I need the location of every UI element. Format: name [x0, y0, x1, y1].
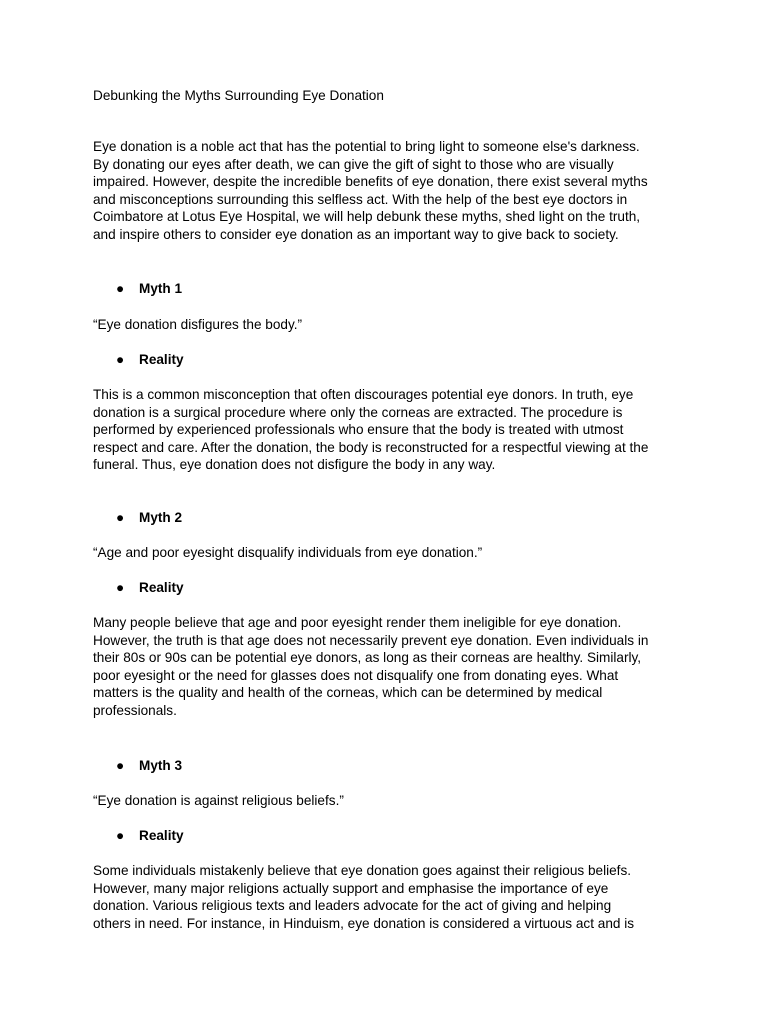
intro-line: and inspire others to consider eye donation as an important way to give back to society. — [93, 226, 619, 242]
myth-2-quote: “Age and poor eyesight disqualify individuals from eye donation.” — [93, 545, 483, 560]
reality-line: Some individuals mistakenly believe that eye donation goes against their religious beliefs. — [93, 863, 632, 878]
bullet-icon: ● — [116, 828, 125, 843]
reality-line: others in need. For instance, in Hinduism, eye donation is considered a virtuous act and is — [93, 915, 635, 931]
myth-1-label: Myth 1 — [139, 281, 183, 296]
reality-1-paragraph — [93, 386, 693, 474]
reality-3-label: Reality — [139, 828, 184, 843]
reality-line: professionals. — [93, 702, 177, 718]
reality-2-bullet — [116, 579, 184, 596]
myth-3-label: Myth 3 — [139, 758, 183, 773]
bullet-icon: ● — [116, 758, 125, 773]
myth-2-bullet — [116, 509, 182, 526]
myth-1-quote: “Eye donation disfigures the body.” — [93, 317, 303, 332]
reality-line: respect and care. After the donation, the body is reconstructed for a respectful viewing at the — [93, 439, 649, 455]
reality-line: matters is the quality and health of the corneas, which can be determined by medical — [93, 685, 603, 701]
intro-paragraph — [93, 138, 693, 244]
reality-line: donation is a surgical procedure where only the corneas are extracted. The procedure is — [93, 404, 623, 420]
reality-line: poor eyesight or the need for glasses does not disqualify one from donating eyes. What — [93, 667, 619, 683]
bullet-icon: ● — [116, 352, 125, 367]
reality-1-label: Reality — [139, 352, 184, 367]
reality-1-bullet — [116, 351, 184, 368]
myth-1-bullet — [116, 280, 182, 297]
reality-3-paragraph — [93, 862, 693, 932]
intro-line: Eye donation is a noble act that has the potential to bring light to someone else's darkness. — [93, 139, 640, 154]
reality-2-label: Reality — [139, 580, 184, 595]
bullet-icon: ● — [116, 281, 125, 296]
reality-line: their 80s or 90s can be potential eye donors, as long as their corneas are healthy. Similarly, — [93, 650, 642, 666]
reality-line: Many people believe that age and poor eyesight render them ineligible for eye donation. — [93, 615, 622, 630]
reality-line: donation. Various religious texts and leaders advocate for the act of giving and helping — [93, 898, 612, 914]
reality-line: However, many major religions actually support and emphasise the importance of eye — [93, 880, 609, 896]
myth-3-bullet — [116, 757, 182, 774]
reality-3-bullet — [116, 827, 184, 844]
intro-line: and misconceptions surrounding this selfless act. With the help of the best eye doctors in — [93, 191, 628, 207]
intro-line: impaired. However, despite the incredible benefits of eye donation, there exist several myths — [93, 174, 648, 190]
reality-line: performed by experienced professionals who ensure that the body is treated with utmost — [93, 422, 624, 438]
reality-2-paragraph — [93, 614, 693, 720]
intro-line: By donating our eyes after death, we can give the gift of sight to those who are visually — [93, 156, 614, 172]
document-title: Debunking the Myths Surrounding Eye Donation — [93, 88, 384, 103]
intro-line: Coimbatore at Lotus Eye Hospital, we will help debunk these myths, shed light on the truth, — [93, 209, 641, 225]
reality-line: funeral. Thus, eye donation does not disfigure the body in any way. — [93, 457, 496, 473]
reality-line: However, the truth is that age does not necessarily prevent eye donation. Even individuals in — [93, 632, 649, 648]
myth-3-quote: “Eye donation is against religious beliefs.” — [93, 793, 344, 808]
myth-2-label: Myth 2 — [139, 510, 183, 525]
bullet-icon: ● — [116, 580, 125, 595]
reality-line: This is a common misconception that often discourages potential eye donors. In truth, eye — [93, 387, 634, 402]
bullet-icon: ● — [116, 510, 125, 525]
